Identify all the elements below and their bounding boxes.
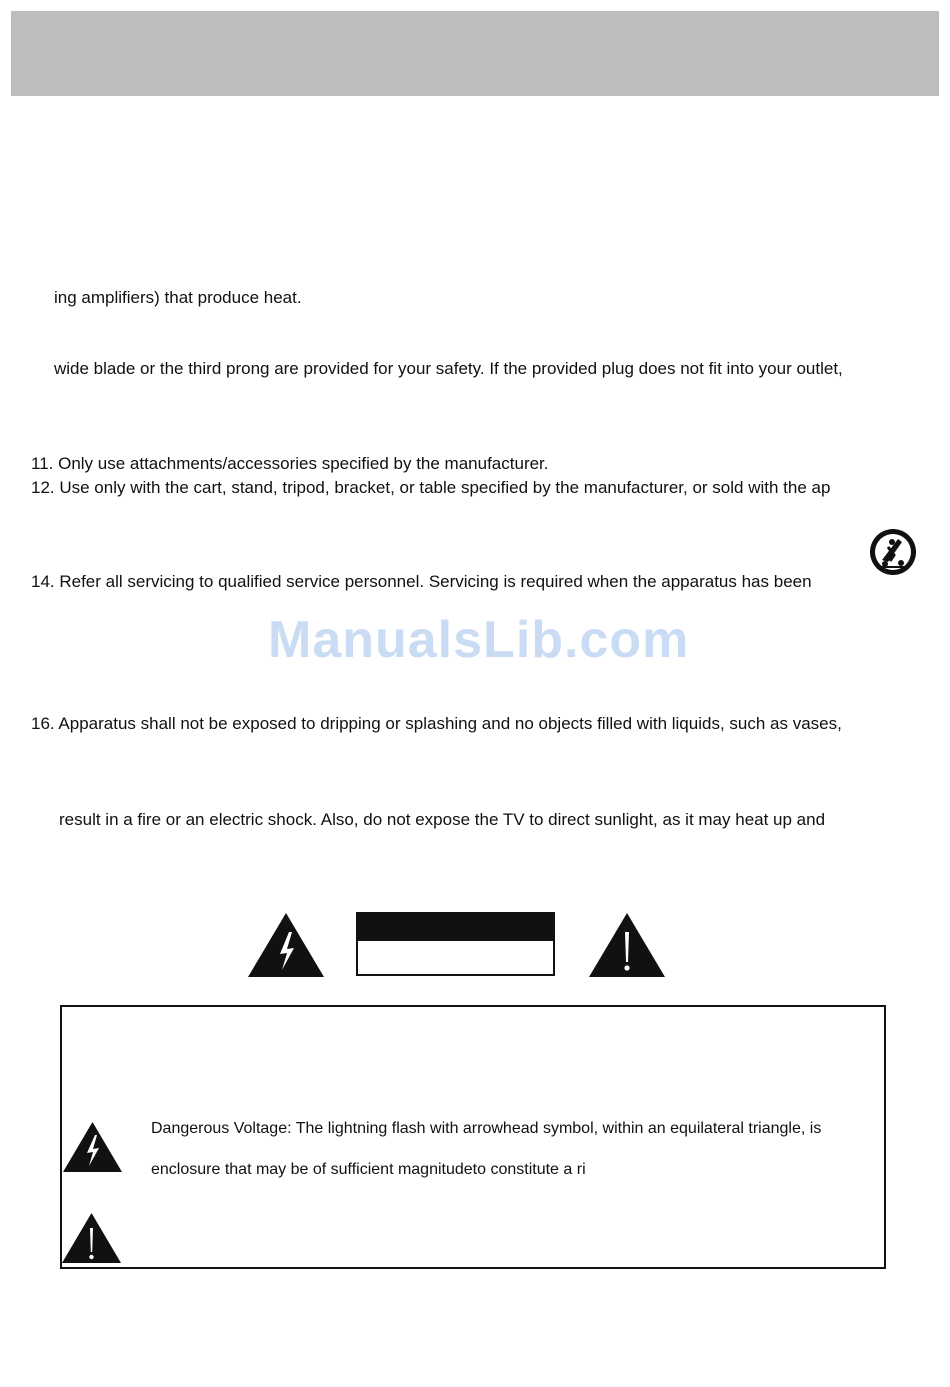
- dangerous-voltage-line-2: enclosure that may be of sufficient magnitudeto constitute a ri: [151, 1161, 586, 1178]
- header-bar: [11, 11, 939, 96]
- exclamation-warning-icon: [588, 912, 666, 978]
- body-line-sunlight: result in a fire or an electric shock. Also, do not expose the TV to direct sunlight, as it may heat up and: [59, 810, 826, 829]
- body-line-plug: wide blade or the third prong are provided for your safety. If the provided plug does not fit into your outlet,: [54, 359, 843, 378]
- lightning-warning-icon: [247, 912, 325, 978]
- body-line-item-12: 12. Use only with the cart, stand, tripod, bracket, or table specified by the manufacturer, or sold with the ap: [31, 478, 831, 497]
- body-line-item-14: 14. Refer all servicing to qualified service personnel. Servicing is required when the apparatus has been: [31, 572, 812, 591]
- body-line-item-16: 16. Apparatus shall not be exposed to dripping or splashing and no objects filled with liquids, such as vases,: [31, 714, 842, 733]
- box-exclamation-icon: [61, 1212, 122, 1264]
- box-lightning-icon: [62, 1121, 123, 1173]
- caution-label-header: [358, 914, 553, 941]
- caution-label: [356, 912, 555, 976]
- body-line-heat: ing amplifiers) that produce heat.: [54, 288, 302, 307]
- cart-tip-over-icon: [868, 527, 918, 577]
- dangerous-voltage-line-1: Dangerous Voltage: The lightning flash with arrowhead symbol, within an equilateral triangle, is: [151, 1120, 822, 1137]
- watermark: ManualsLib.com: [268, 611, 690, 669]
- body-line-item-11: 11. Only use attachments/accessories specified by the manufacturer.: [31, 454, 549, 473]
